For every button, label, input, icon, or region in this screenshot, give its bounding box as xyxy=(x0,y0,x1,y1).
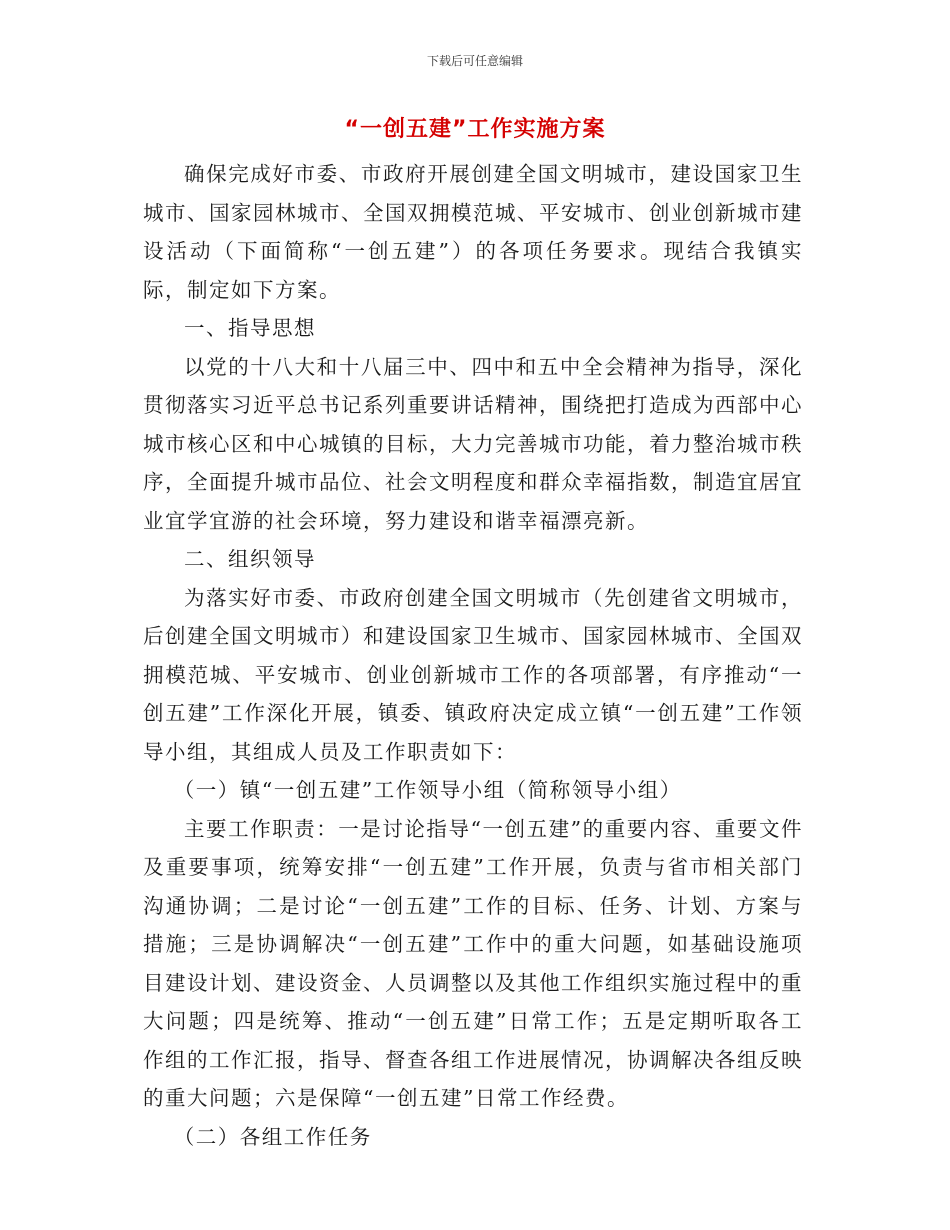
organization-paragraph: 为落实好市委、市政府创建全国文明城市（先创建省文明城市，后创建全国文明城市）和建设国家卫生城市、国家园林城市、全国双拥模范城、平安城市、创业创新城市工作的各项部署，有序推动“一创五建”工作深化开展，镇委、镇政府决定成立镇“一创五建”工作领导小组，其组成人员及工作职责如下： xyxy=(143,585,803,764)
intro-paragraph: 确保完成好市委、市政府开展创建全国文明城市，建设国家卫生城市、国家园林城市、全国双拥模范城、平安城市、创业创新城市建设活动（下面简称“一创五建”）的各项任务要求。现结合我镇实际，制定如下方案。 xyxy=(143,162,803,302)
leading-group-duties-paragraph: 主要工作职责：一是讨论指导“一创五建”的重要内容、重要文件及重要事项，统筹安排“一创五建”工作开展，负责与省市相关部门沟通协调；二是讨论“一创五建”工作的目标、任务、计划、方案与措施；三是协调解决“一创五建”工作中的重大问题，如基础设施项目建设计划、建设资金、人员调整以及其他工作组织实施过程中的重大问题；四是统筹、推动“一创五建”日常工作；五是定期听取各工作组的工作汇报，指导、督查各组工作进展情况，协调解决各组反映的重大问题；六是保障“一创五建”日常工作经费。 xyxy=(143,816,803,1110)
document-title: “一创五建”工作实施方案 xyxy=(344,117,606,142)
subsection-heading-leading-group: （一）镇“一创五建”工作领导小组（简称领导小组） xyxy=(173,778,682,802)
page-header: 下载后可任意编辑 xyxy=(426,54,523,68)
section-heading-guiding-ideology: 一、指导思想 xyxy=(184,316,316,340)
subsection-heading-group-tasks: （二）各组工作任务 xyxy=(173,1124,372,1149)
section-heading-organization: 二、组织领导 xyxy=(184,547,316,571)
document-body xyxy=(143,155,803,1156)
guiding-ideology-paragraph: 以党的十八大和十八届三中、四中和五中全会精神为指导，深化贯彻落实习近平总书记系列重要讲话精神，围绕把打造成为西部中心城市核心区和中心城镇的目标，大力完善城市功能，着力整治城市秩序，全面提升城市品位、社会文明程度和群众幸福指数，制造宜居宜业宜学宜游的社会环境，努力建设和谐幸福漂亮新。 xyxy=(143,354,803,533)
